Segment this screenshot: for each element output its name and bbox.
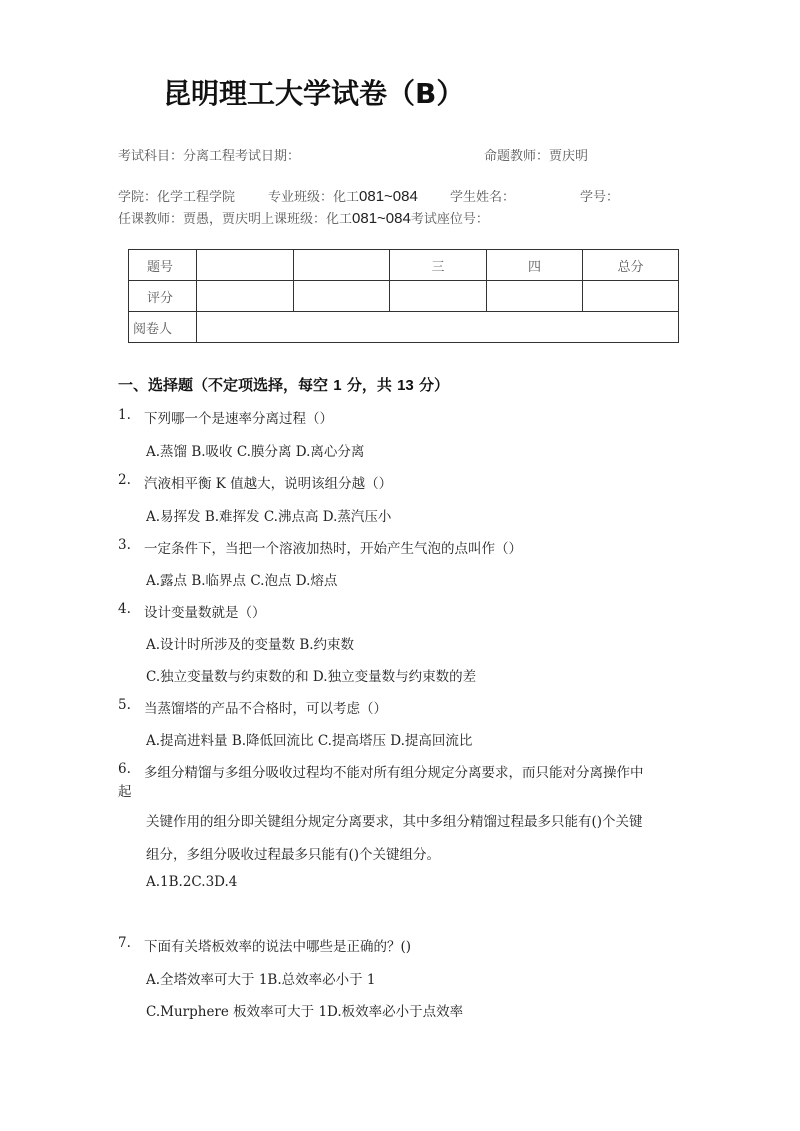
question-text: 下面有关塔板效率的说法中哪些是正确的？() (144, 939, 412, 955)
question-text-cont: 组分，多组分吸收过程最多只能有()个关键组分。 (146, 847, 441, 863)
teacher-prefix: 任课教师：贾愚，贾庆明上课班级：化工 (118, 212, 353, 227)
grader-cell[interactable] (197, 312, 679, 343)
table-row (129, 250, 679, 281)
subject-date-line: 考试科目：分离工程考试日期： (118, 149, 301, 164)
header-cell: 总分 (583, 250, 679, 281)
student-id-field: 学号： (580, 190, 620, 205)
question-text: 下列哪一个是速率分离过程（） (144, 411, 333, 427)
question-options: A.全塔效率可大于 1B.总效率必小于 1 (146, 972, 376, 988)
question-options: A.设计时所涉及的变量数 B.约束数 (146, 637, 355, 653)
score-table (128, 249, 679, 343)
section-mid: 分，共 (346, 376, 392, 394)
header-cell (197, 250, 294, 281)
examiner-line: 命题教师：贾庆明 (484, 149, 589, 164)
section-suffix: 分） (419, 376, 450, 394)
question-text: 一定条件下，当把一个溶液加热时，开始产生气泡的点叫作（） (144, 541, 522, 557)
class-value: 081~084 (359, 188, 418, 205)
question-options: A.蒸馏 B.吸收 C.膜分离 D.离心分离 (146, 444, 365, 460)
row-label: 评分 (129, 281, 197, 312)
question-options: A.1B.2C.3D.4 (146, 874, 238, 890)
score-cell[interactable] (294, 281, 390, 312)
student-name-field: 学生姓名： (450, 190, 516, 205)
section-prefix: 一、选择题（不定项选择，每空 (118, 376, 329, 394)
header-cell (294, 250, 390, 281)
score-cell[interactable] (390, 281, 487, 312)
question-options: A.露点 B.临界点 C.泡点 D.熔点 (146, 573, 338, 589)
question-options: C.Murphere 板效率可大于 1D.板效率必小于点效率 (146, 1004, 464, 1020)
seat-label: 考试座位号： (410, 212, 489, 227)
question-options: A.提高进料量 B.降低回流比 C.提高塔压 D.提高回流比 (146, 733, 473, 749)
question-number: 1. (118, 407, 131, 423)
header-cell: 四 (487, 250, 583, 281)
question-number: 6. (118, 761, 131, 777)
section-total: 13 (397, 377, 414, 394)
table-row (129, 281, 679, 312)
row-label: 阅卷人 (129, 312, 197, 343)
question-text-wrap: 起 (118, 784, 132, 800)
question-text: 汽液相平衡 K 值越大，说明该组分越（） (144, 476, 393, 492)
question-text: 设计变量数就是（） (144, 605, 266, 621)
question-text: 当蒸馏塔的产品不合格时，可以考虑（） (144, 701, 387, 717)
teacher-line (118, 208, 489, 227)
question-options: A.易挥发 B.难挥发 C.沸点高 D.蒸汽压小 (146, 509, 392, 525)
question-number: 4. (118, 601, 131, 617)
page-title: 昆明理工大学试卷（B） (163, 77, 465, 110)
question-number: 3. (118, 537, 131, 553)
table-row (129, 312, 679, 343)
teacher-class-value: 081~084 (352, 210, 411, 227)
question-text-cont: 关键作用的组分即关键组分规定分离要求，其中多组分精馏过程最多只能有()个关键 (146, 814, 643, 830)
college-field: 学院：化学工程学院 (118, 190, 236, 205)
question-number: 2. (118, 472, 131, 488)
score-cell[interactable] (197, 281, 294, 312)
score-cell[interactable] (583, 281, 679, 312)
question-number: 7. (118, 935, 131, 951)
section-heading (118, 374, 449, 395)
class-label: 专业班级：化工 (268, 190, 360, 205)
question-number: 5. (118, 697, 131, 713)
question-text: 多组分精馏与多组分吸收过程均不能对所有组分规定分离要求，而只能对分离操作中 (144, 765, 644, 781)
header-cell: 三 (390, 250, 487, 281)
score-cell[interactable] (487, 281, 583, 312)
header-cell: 题号 (129, 250, 197, 281)
question-options: C.独立变量数与约束数的和 D.独立变量数与约束数的差 (146, 669, 477, 685)
section-points-each: 1 (333, 377, 342, 394)
class-field (268, 186, 418, 205)
